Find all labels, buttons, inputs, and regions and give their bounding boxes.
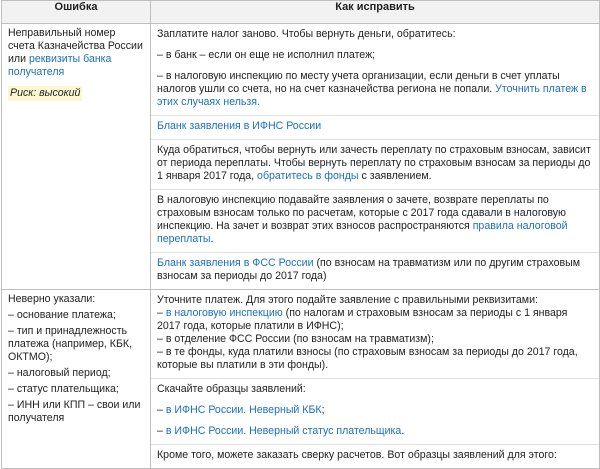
column-header-error: Ошибка	[2, 1, 151, 24]
table-header-row	[2, 1, 600, 24]
ifns-form-link[interactable]: Бланк заявления в ИФНС России	[157, 120, 322, 132]
table-row	[2, 24, 600, 290]
column-header-fix: Как исправить	[151, 1, 600, 24]
errors-table	[1, 0, 600, 469]
error-item: – налоговый период;	[8, 367, 111, 379]
fix-paragraph: Кроме того, можете заказать сверку расчетов. Вот образцы заявлений для этого:	[157, 449, 557, 461]
fix-paragraph	[151, 24, 599, 116]
error-item: – основание платежа;	[8, 309, 116, 321]
fix-paragraph: Скачайте образцы заявлений: – в ИФНС России. Неверный КБК; – в ИФНС России. Неверный статус плательщика.	[151, 379, 599, 445]
fix-cell	[151, 24, 600, 290]
tax-overpayment-rules-link[interactable]: правила налоговой переплаты	[157, 220, 568, 245]
contact-funds-link[interactable]: обратитесь в фонды	[257, 170, 359, 182]
wrong-status-sample-link[interactable]: в ИФНС России. Неверный статус плательщика	[165, 425, 402, 437]
fix-bank-item: – в банк – если он еще не исполнил платеж;	[157, 49, 376, 61]
error-item: – тип и принадлежность платежа (например, КБК, ОКТМО);	[8, 325, 133, 363]
fix-paragraph: В налоговую инспекцию подавайте заявления о зачете, возврате переплаты по страховым взносам только по расчетам, которые с 2017 года сдавали в налоговую инспекцию. На зачет и возврат этих взносов распространяются правила налоговой переплаты.	[151, 190, 599, 253]
error-title: Неверно указали:	[8, 293, 96, 305]
risk-badge: Риск: высокий	[10, 87, 81, 99]
fix-cell	[151, 290, 600, 469]
fix-paragraph	[151, 116, 599, 140]
fix-paragraph: Уточните платеж. Для этого подайте заявление с правильными реквизитами: – в налоговую инспекцию (по налогам и страховым взносам за периоды с 1 января 2017 года, которые платили в ИФНС); – в отделение ФСС России (по взносам на травматизм); – в те фонды, куда платили взносы (по страховым взносам за периоды до 2017 года, которые вы платили в эти фонды).	[151, 290, 599, 379]
bank-details-link[interactable]: реквизиты банка получателя	[8, 53, 112, 78]
table-row	[2, 290, 600, 469]
fss-form-link[interactable]: Бланк заявления в ФСС России	[157, 257, 314, 269]
fix-paragraph: Бланк заявления в ФСС России (по взносам на травматизм или по другим страховым взносам за периоды до 2017 года)	[157, 257, 581, 282]
error-description: Неправильный номер счета Казначейства России или реквизиты банка получателя	[8, 27, 143, 78]
fix-tax-item: – в налоговую инспекцию по месту учета организации, если деньги в счет уплаты налогов ушли со счета, но на счет казначейства региона не попали. Уточнить платеж в этих случаях нельзя.	[157, 70, 587, 108]
clarify-payment-link[interactable]: Уточнить платеж в этих случаях нельзя.	[157, 83, 587, 108]
error-cell	[2, 290, 151, 469]
tax-office-link[interactable]: в налоговую инспекцию	[165, 307, 283, 319]
error-item: – статус плательщика;	[8, 383, 119, 395]
wrong-kbk-sample-link[interactable]: в ИФНС России. Неверный КБК	[165, 404, 322, 416]
fix-intro: Заплатите налог заново. Чтобы вернуть деньги, обратитесь:	[157, 28, 456, 40]
fix-paragraph: Куда обратиться, чтобы вернуть или зачесть переплату по страховым взносам, зависит от периода переплаты. Чтобы вернуть переплату по страховым взносам за периоды до 1 января 2017 года, обратитесь в фонды с заявлением.	[151, 140, 599, 190]
error-cell	[2, 24, 151, 290]
error-item: – ИНН или КПП – свои или получателя	[8, 399, 141, 424]
